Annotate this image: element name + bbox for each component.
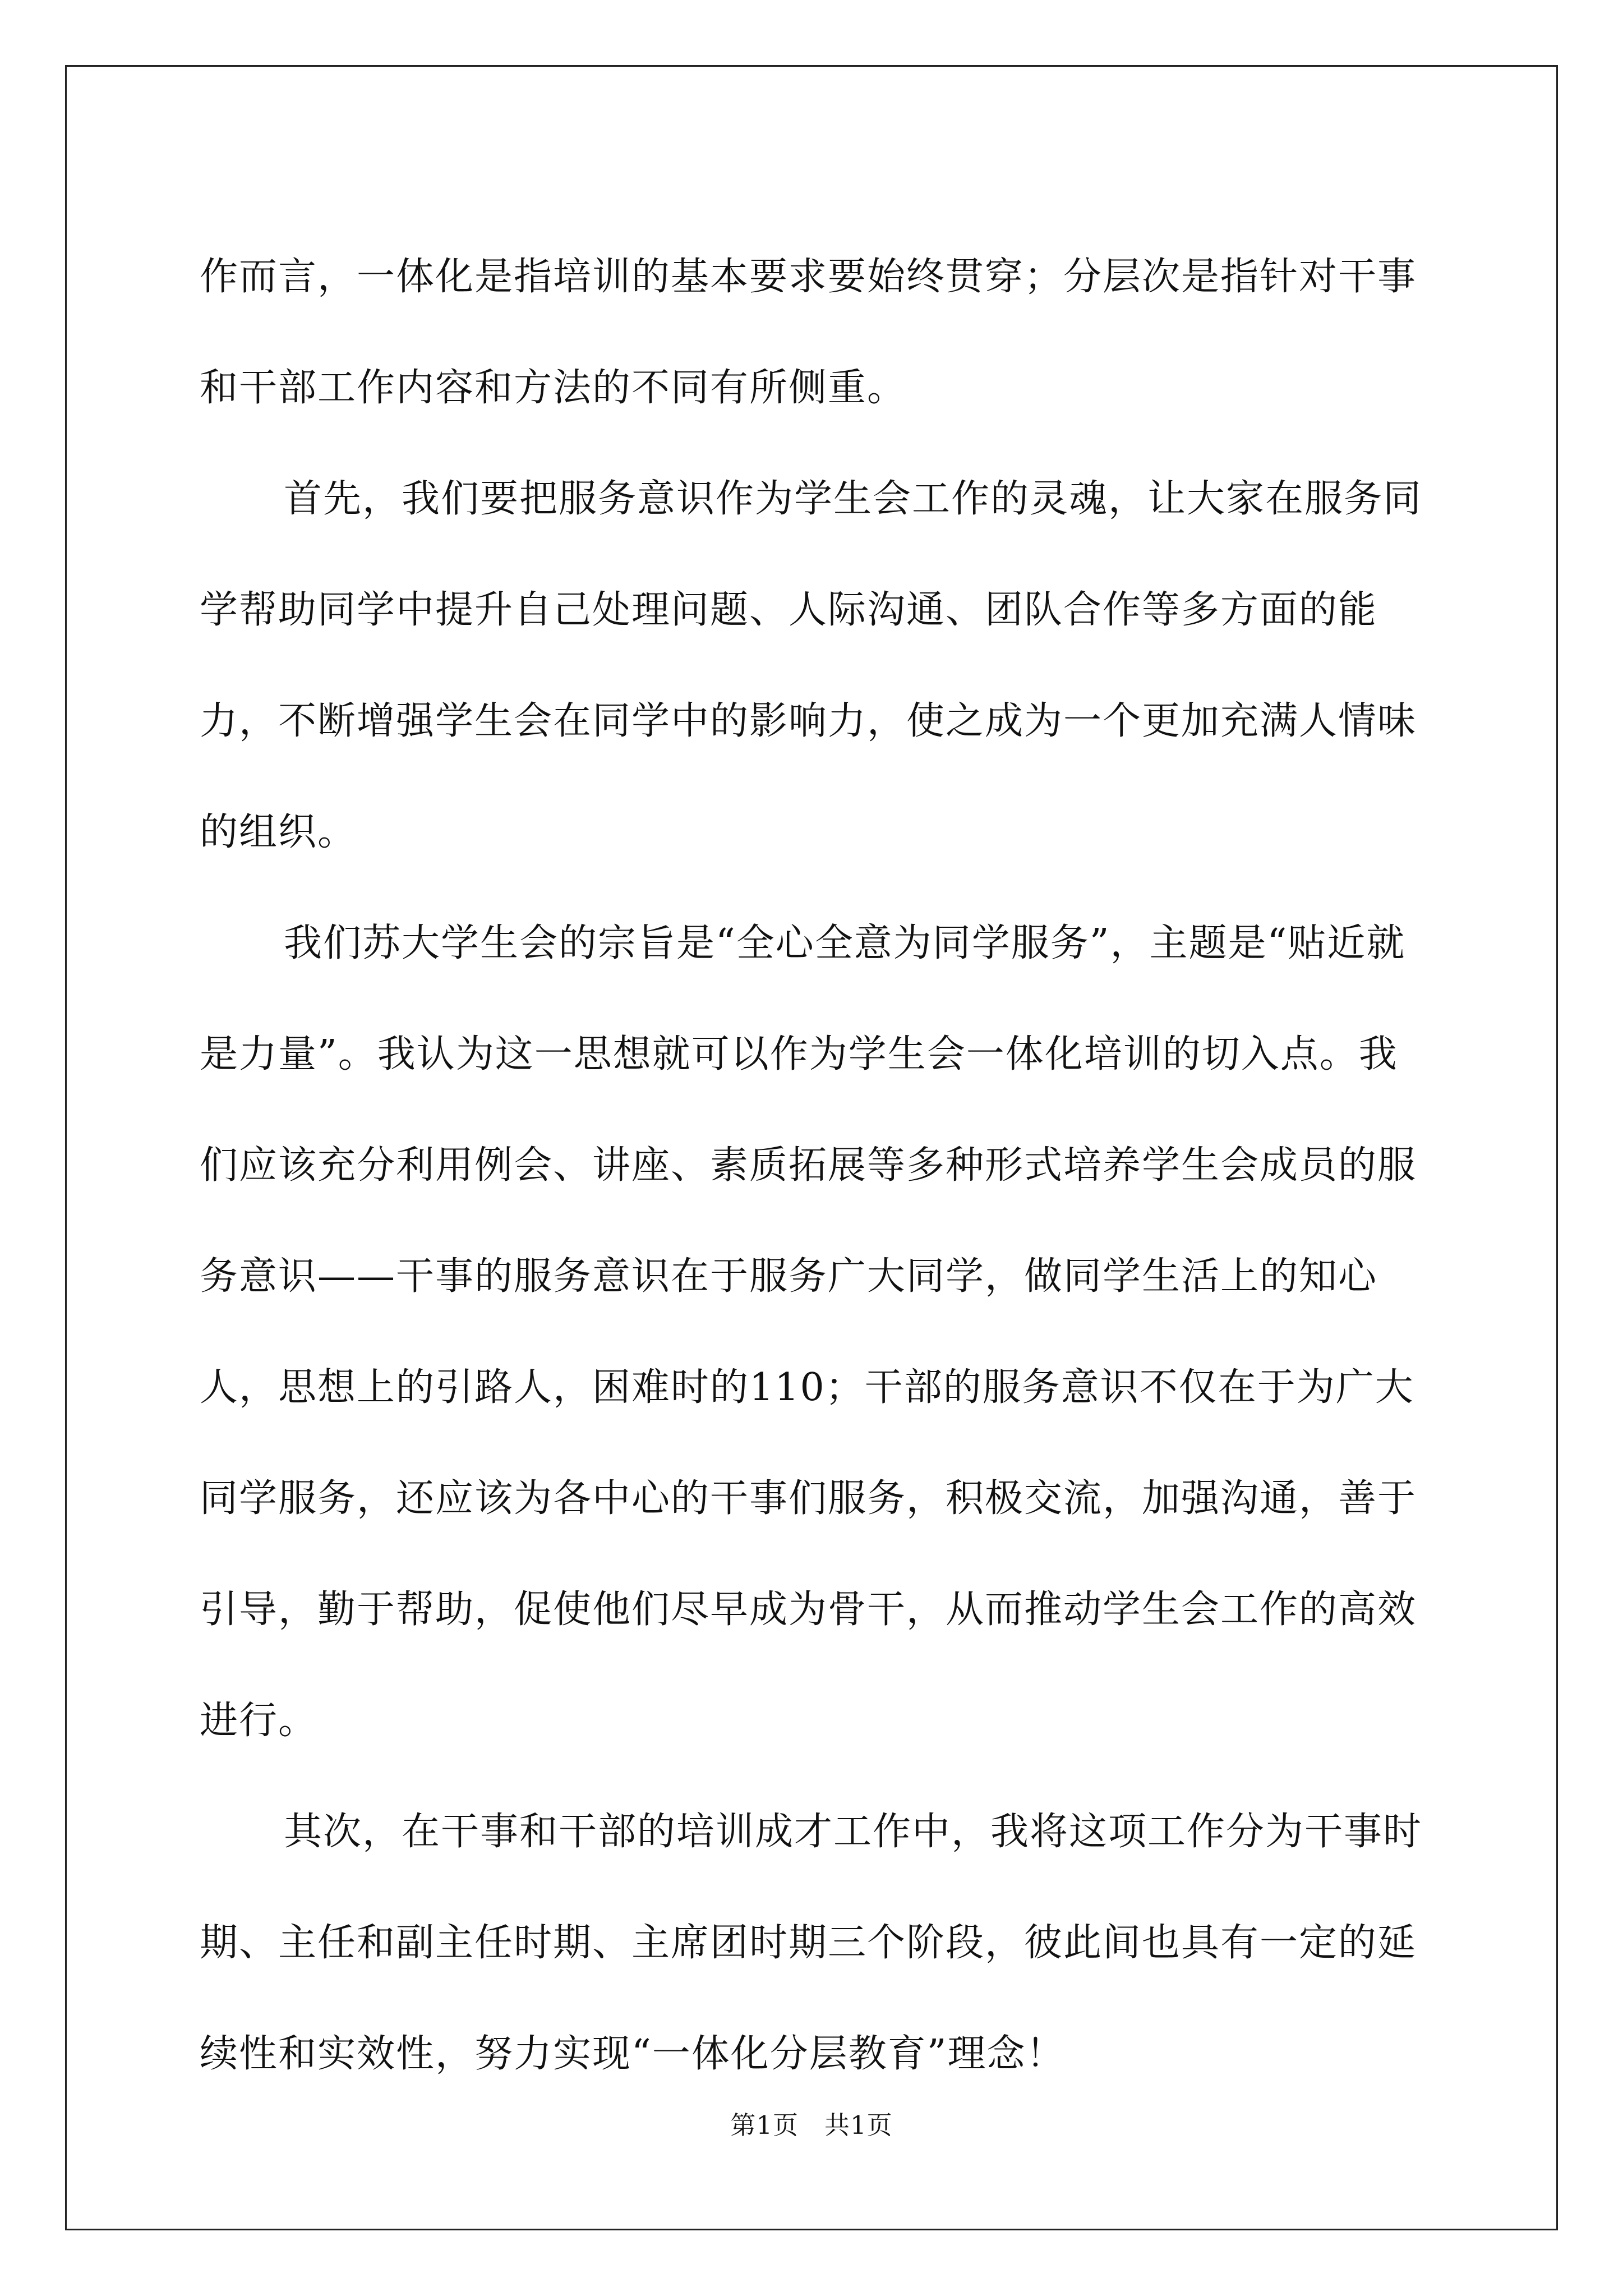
paragraph-4: 其次，在干事和干部的培训成才工作中，我将这项工作分为干事时期、主任和副主任时期、主席团时期三个阶段，彼此间也具有一定的延续性和实效性，努力实现“一体化分层教育”理念！ [200, 1810, 1423, 2076]
paragraph-2: 首先，我们要把服务意识作为学生会工作的灵魂，让大家在服务同学帮助同学中提升自己处理问题、人际沟通、团队合作等多方面的能力，不断增强学生会在同学中的影响力，使之成为一个更加充满人情味的组织。 [200, 477, 1423, 854]
document-body [200, 222, 1422, 2110]
page-footer: 第1页 共1页 [730, 2110, 893, 2140]
paragraph-1: 作而言，一体化是指培训的基本要求要始终贯穿；分层次是指针对干事和干部工作内容和方法的不同有所侧重。 [200, 255, 1417, 410]
paragraph-3: 我们苏大学生会的宗旨是“全心全意为同学服务”，主题是“贴近就是力量”。我认为这一思想就可以作为学生会一体化培训的切入点。我们应该充分利用例会、讲座、素质拓展等多种形式培养学生会成员的服务意识——干事的服务意识在于服务广大同学，做同学生活上的知心人，思想上的引路人，困难时的110；干部的服务意识不仅在于为广大同学服务，还应该为各中心的干事们服务，积极交流，加强沟通，善于引导，勤于帮助，促使他们尽早成为骨干，从而推动学生会工作的高效进行。 [200, 921, 1417, 1743]
